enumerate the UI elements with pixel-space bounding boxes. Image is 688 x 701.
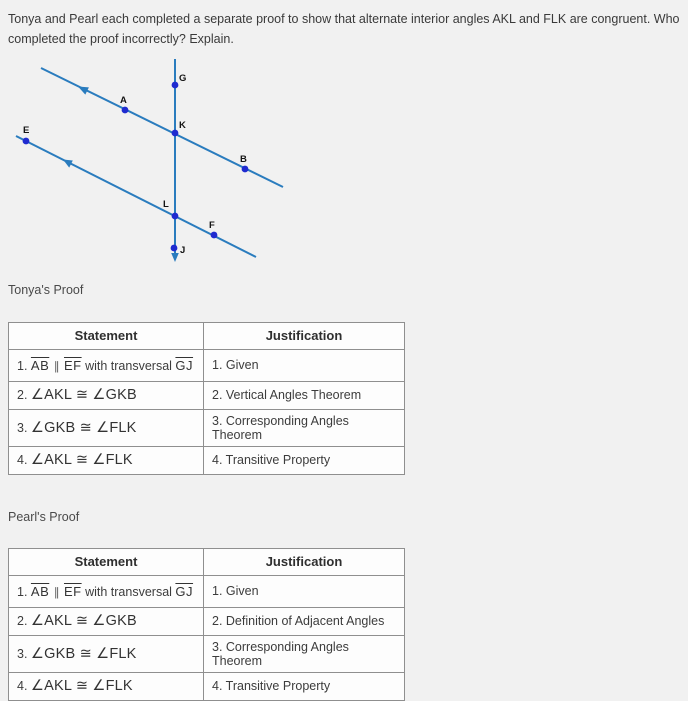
step-number: 2. [17,614,28,628]
table-row [9,446,405,474]
segment-ef: $\overline{EF}$ [63,583,82,599]
point-a-label: A [120,94,127,106]
segment-ef: $\overline{EF}$ [63,357,82,373]
statement-cell [9,409,204,446]
statement-column-header: Statement [9,322,204,349]
justification-cell: 3. Corresponding Angles Theorem [204,409,405,446]
angle-expression: ∠AKL ≅ ∠FLK [30,452,133,468]
point-g-dot [172,81,179,88]
table-header-row [9,548,405,575]
statement-cell [9,575,204,607]
geometry-diagram [8,55,298,267]
tonya-proof-table [8,322,405,475]
table-row [9,607,405,635]
line-ef [16,136,256,257]
justification-cell: 4. Transitive Property [204,446,405,474]
point-f-label: F [209,219,215,231]
table-row [9,381,405,409]
statement-cell [9,672,204,700]
step-number: 3. [17,420,28,435]
segment-gj: $\overline{GJ}$ [175,357,194,373]
statement-cell [9,607,204,635]
question-text: Tonya and Pearl each completed a separate proof to show that alternate interior angles AKL and FLK are congruent. Who completed the proof incorrectly? Explain. [8,12,680,47]
arrowhead-ab-icon [78,86,89,94]
point-b-dot [242,165,249,172]
statement-cell [9,381,204,409]
point-f-dot [211,231,218,238]
point-k-label: K [179,119,186,131]
parallel-symbol: ∥ [53,360,60,373]
point-j-label: J [180,244,186,256]
angle-expression: ∠AKL ≅ ∠FLK [30,678,133,694]
table-row [9,575,405,607]
point-e-label: E [23,124,30,136]
step-number: 3. [17,646,28,661]
pearl-proof-table [8,548,405,701]
segment-ab: $\overline{AB}$ [30,583,50,599]
table-row [9,409,405,446]
point-e-dot [23,137,30,144]
angle-expression: ∠AKL ≅ ∠GKB [30,613,137,629]
angle-expression: ∠GKB ≅ ∠FLK [30,645,137,662]
angle-expression: ∠AKL ≅ ∠GKB [30,387,137,403]
diagram-point-labels [23,73,247,256]
step-number: 4. [17,453,28,467]
arrowhead-gj-icon [171,253,179,262]
tonya-proof-title: Tonya's Proof [8,282,84,297]
point-l-dot [172,212,179,219]
point-l-label: L [163,198,169,210]
justification-cell: 2. Vertical Angles Theorem [204,381,405,409]
table-row [9,672,405,700]
justification-column-header: Justification [204,548,405,575]
justification-cell: 4. Transitive Property [204,672,405,700]
point-j-dot [171,244,178,251]
statement-cell [9,446,204,474]
step-number: 2. [17,388,28,402]
segment-ab: $\overline{AB}$ [30,357,50,373]
point-g-label: G [179,72,187,84]
point-k-dot [172,129,179,136]
statement-column-header: Statement [9,548,204,575]
step-number: 1. [17,584,28,599]
step-number: 1. [17,358,28,373]
statement-text: with transversal [85,584,172,599]
justification-cell: 2. Definition of Adjacent Angles [204,607,405,635]
parallel-symbol: ∥ [53,586,60,599]
statement-cell [9,635,204,672]
justification-cell: 1. Given [204,349,405,381]
point-a-dot [122,106,129,113]
statement-text: with transversal [85,358,172,373]
diagram-arrowheads [63,86,179,262]
angle-expression: ∠GKB ≅ ∠FLK [30,419,137,436]
table-row [9,635,405,672]
justification-cell: 1. Given [204,575,405,607]
justification-column-header: Justification [204,322,405,349]
point-b-label: B [240,153,247,165]
justification-cell: 3. Corresponding Angles Theorem [204,635,405,672]
pearl-proof-title: Pearl's Proof [8,509,80,524]
segment-gj: $\overline{GJ}$ [175,583,194,599]
table-header-row [9,322,405,349]
statement-cell [9,349,204,381]
step-number: 4. [17,679,28,693]
table-row [9,349,405,381]
